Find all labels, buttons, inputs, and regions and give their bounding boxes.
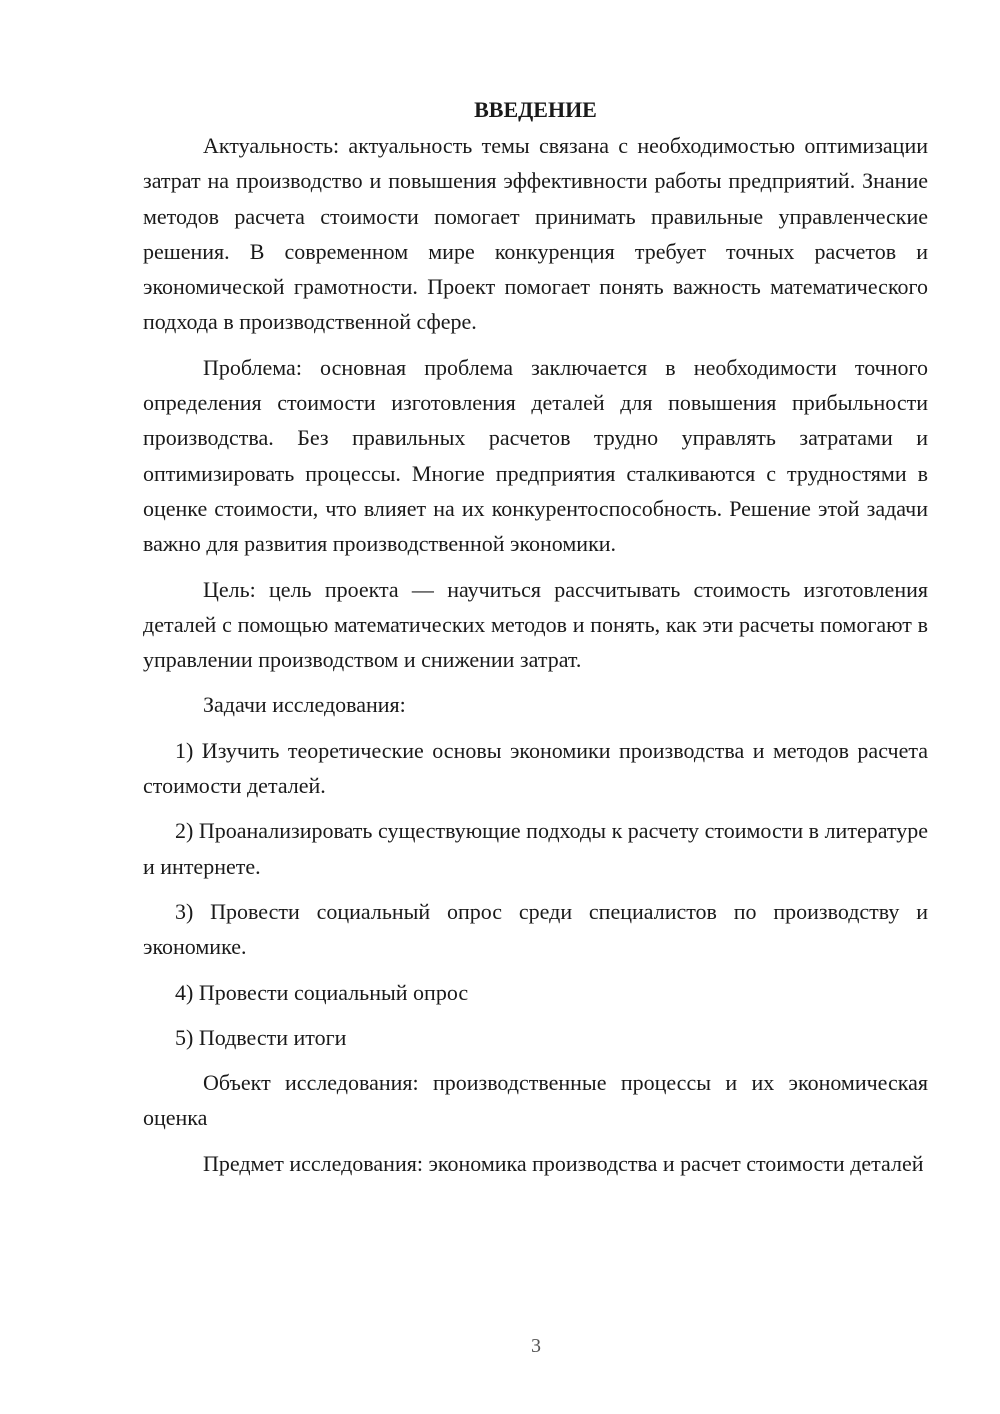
task-item-5: 5) Подвести итоги [175, 1024, 347, 1050]
page-number: 3 [531, 1335, 541, 1357]
task-item-1: 1) Изучить теоретические основы экономики производства и методов расчета стоимости деталей. [143, 737, 928, 799]
relevance-paragraph: Актуальность: актуальность темы связана с необходимостью оптимизации затрат на производство и повышения эффективности работы предприятий. Знание методов расчета стоимости помогает принимать правильные управленческие решения. В современном мире конкуренция требует точных расчетов и экономической грамотности. Проект помогает понять важность математического подхода в производственной сфере. [143, 133, 928, 335]
tasks-list [143, 733, 928, 1055]
page-title: ВВЕДЕНИЕ [474, 97, 597, 122]
task-item-4: 4) Провести социальный опрос [175, 979, 469, 1005]
task-item-2: 2) Проанализировать существующие подходы к расчету стоимости в литературе и интернете. [143, 818, 928, 879]
document-body [143, 94, 928, 1191]
object-paragraph: Объект исследования: производственные процессы и их экономическая оценка [143, 1070, 928, 1131]
tasks-heading: Задачи исследования: [203, 692, 406, 718]
task-item-3: 3) Провести социальный опрос среди специалистов по производству и экономике. [143, 898, 928, 960]
goal-paragraph: Цель: цель проекта — научиться рассчитывать стоимость изготовления деталей с помощью математических методов и понять, как эти расчеты помогают в управлении производством и снижении затрат. [143, 576, 928, 673]
problem-paragraph: Проблема: основная проблема заключается в необходимости точного определения стоимости изготовления деталей для повышения прибыльности производства. Без правильных расчетов трудно управлять затратами и оптимизировать процессы. Многие предприятия сталкиваются с трудностями в оценке стоимости, что влияет на их конкурентоспособность. Решение этой задачи важно для развития производственной экономики. [143, 354, 928, 557]
subject-paragraph: Предмет исследования: экономика производства и расчет стоимости деталей [203, 1150, 924, 1176]
